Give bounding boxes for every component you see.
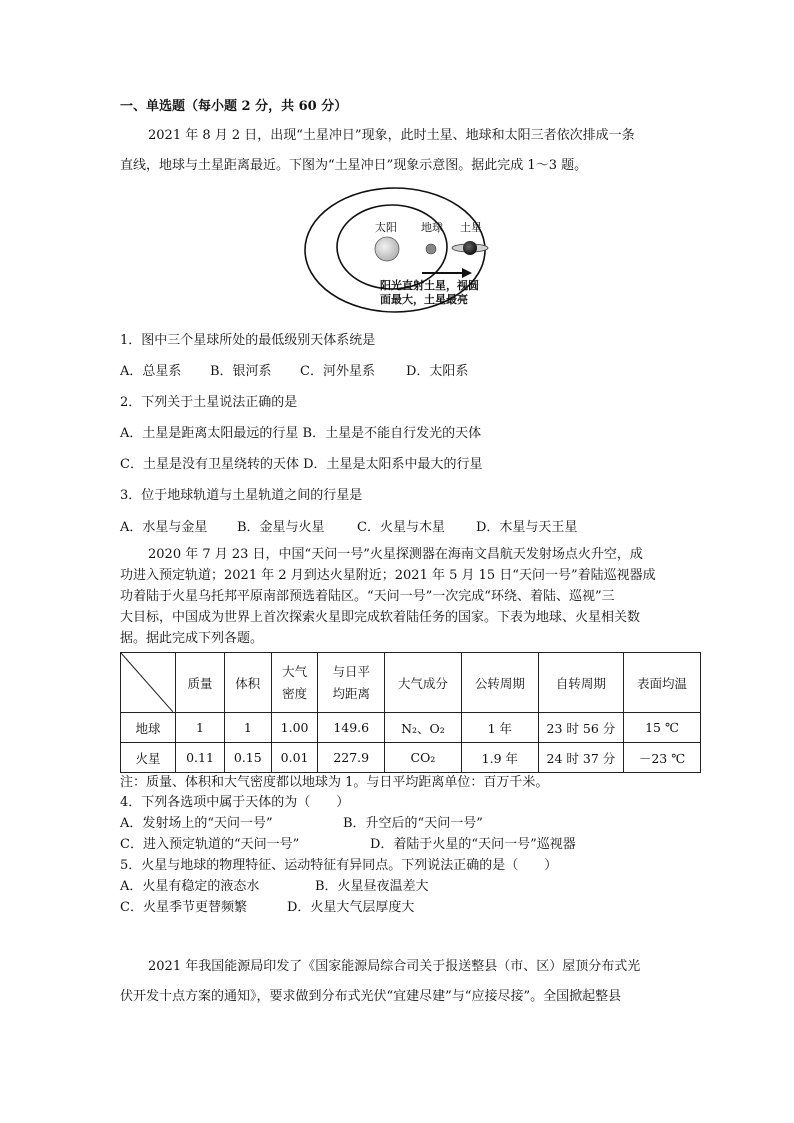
cell-mars-temperature: －23 ℃ [624,743,701,773]
q2-options-cd[interactable]: C．土星是没有卫星绕转的天体 D．土星是太阳系中最大的行星 [120,457,483,472]
q1-stem: 1．图中三个星球所处的最低级别天体系统是 [120,333,376,348]
q1-option-b[interactable]: B．银河系 [210,364,272,379]
q1-option-a[interactable]: A．总星系 [120,364,182,379]
header-distance-l1: 与日平 [332,663,370,679]
section-heading: 一、单选题（每小题 2 分，共 60 分） [120,99,348,114]
passage1-line2: 直线，地球与土星距离最近。下图为“土星冲日”现象示意图。据此完成 1～3 题。 [120,158,588,173]
passage3-line1: 2021 年我国能源局印发了《国家能源局综合司关于报送整县（市、区）屋顶分布式光 [148,959,641,974]
header-distance-l2: 均距离 [332,685,370,701]
corner-cell [121,653,176,713]
cell-mars-distance: 227.9 [318,743,385,773]
table-row-earth [121,713,701,743]
q4-option-d[interactable]: D．着陆于火星的“天问一号”巡视器 [370,837,576,852]
cell-earth-temperature: 15 ℃ [624,713,701,743]
table-note: 注：质量、体积和大气密度都以地球为 1。与日平均距离单位：百万千米。 [120,775,549,790]
cell-earth-distance: 149.6 [318,713,385,743]
cell-earth-name: 地球 [121,713,176,743]
cell-mars-name: 火星 [121,743,176,773]
header-density-l1: 大气 [282,663,308,679]
cell-mars-volume: 0.15 [224,743,271,773]
passage1-line1: 2021 年 8 月 2 日，出现“土星冲日”现象，此时土星、地球和太阳三者依次排成一条 [148,128,635,143]
header-rotation: 自转周期 [538,653,623,713]
earth-icon [426,244,436,254]
cell-mars-revolution: 1.9 年 [461,743,538,773]
q2-options-ab[interactable]: A．土星是距离太阳最远的行星 B．土星是不能自行发光的天体 [120,426,482,441]
q1-option-c[interactable]: C．河外星系 [300,364,375,379]
q4-option-a[interactable]: A．发射场上的“天问一号” [120,816,273,831]
q4-option-b[interactable]: B．升空后的“天问一号” [343,816,483,831]
saturn-label: 土星 [460,221,482,234]
cell-mars-rotation: 24 时 37 分 [538,743,623,773]
passage2-line1: 2020 年 7 月 23 日，中国“天问一号”火星探测器在海南文昌航天发射场点火升空，成 [148,547,643,562]
header-mass: 质量 [176,653,225,713]
passage2-line5: 据。据此完成下列各题。 [120,631,264,646]
arrow-head [462,268,472,278]
cell-mars-atmosphere: CO₂ [384,743,461,773]
cell-earth-atmosphere: N₂、O₂ [384,713,461,743]
q3-option-b[interactable]: B．金星与火星 [237,520,325,535]
header-temperature: 表面均温 [624,653,701,713]
orbit-diagram [300,187,500,322]
saturn-icon [463,241,477,255]
cell-earth-mass: 1 [176,713,225,743]
q3-option-a[interactable]: A．水星与金星 [120,520,208,535]
passage2-line4: 大目标，中国成为世界上首次探索火星即完成软着陆任务的国家。下表为地球、火星相关数 [120,610,641,625]
q4-option-c[interactable]: C．进入预定轨道的“天问一号” [120,837,300,852]
passage2-line2: 功进入预定轨道；2021 年 2 月到达火星附近；2021 年 5 月 15 日“天问一号”着陆巡视器成 [120,568,656,583]
sun-icon [375,237,399,261]
q5-option-d[interactable]: D．火星大气层厚度大 [287,900,415,915]
q5-option-b[interactable]: B．火星昼夜温差大 [315,879,429,894]
header-density [271,653,318,713]
table-header-row [121,653,701,713]
cell-earth-rotation: 23 时 56 分 [538,713,623,743]
q2-stem: 2．下列关于土星说法正确的是 [120,395,298,410]
header-volume: 体积 [224,653,271,713]
earth-mars-table [120,652,701,773]
q1-option-d[interactable]: D．太阳系 [406,364,469,379]
passage3-line2: 伏开发十点方案的通知》，要求做到分布式光伏“宜建尽建”与“应接尽接”。全国掀起整县 [120,989,622,1004]
cell-earth-density: 1.00 [271,713,318,743]
q3-stem: 3．位于地球轨道与土星轨道之间的行星是 [120,488,363,503]
header-atmosphere: 大气成分 [384,653,461,713]
q3-option-c[interactable]: C．火星与木星 [357,520,445,535]
caption-line1: 阳光直射土星，视圆 [380,279,479,292]
cell-earth-volume: 1 [224,713,271,743]
sun-label: 太阳 [375,221,397,234]
q5-option-c[interactable]: C．火星季节更替频繁 [120,900,247,915]
cell-earth-revolution: 1 年 [461,713,538,743]
diagonal-line [121,653,173,712]
header-density-l2: 密度 [282,685,308,701]
q4-stem: 4．下列各选项中属于天体的为（ ） [120,795,350,810]
header-revolution: 公转周期 [461,653,538,713]
saturn-opposition-figure [300,187,500,322]
table-row-mars [121,743,701,773]
cell-mars-density: 0.01 [271,743,318,773]
q3-option-d[interactable]: D．木星与天王星 [476,520,578,535]
header-distance [318,653,385,713]
caption-line2: 面最大，土星最亮 [380,293,468,306]
q5-stem: 5．火星与地球的物理特征、运动特征有异同点。下列说法正确的是（ ） [120,858,558,873]
passage2-line3: 功着陆于火星乌托邦平原南部预选着陆区。“天问一号”一次完成“环绕、着陆、巡视”三 [120,589,615,604]
cell-mars-mass: 0.11 [176,743,225,773]
q5-option-a[interactable]: A．火星有稳定的液态水 [120,879,260,894]
earth-label: 地球 [421,221,443,234]
